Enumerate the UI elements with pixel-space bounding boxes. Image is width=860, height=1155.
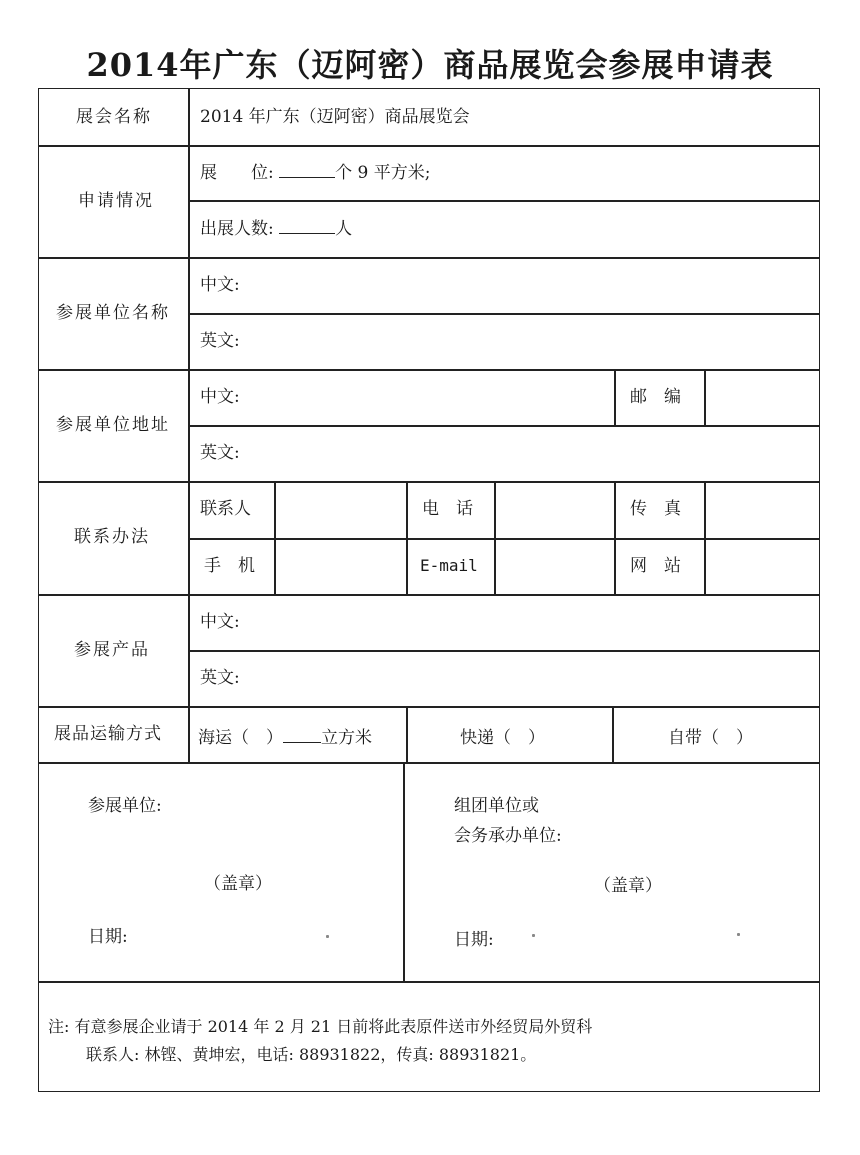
booth-count-field[interactable] xyxy=(200,165,431,182)
page-title: 2014年广东（迈阿密）商品展览会参展申请表 xyxy=(86,46,774,84)
sea-volume-blank[interactable] xyxy=(283,742,321,743)
fax-label: 传 真 xyxy=(630,499,681,519)
contact-person-label: 联系人 xyxy=(200,499,251,519)
exhibitor-date-label: 日期: xyxy=(88,927,128,947)
company-address-en-field[interactable]: 英文: xyxy=(200,443,240,463)
people-suffix: 人 xyxy=(335,219,353,239)
scan-speck xyxy=(737,933,740,936)
people-count-blank[interactable] xyxy=(279,233,335,234)
company-name-cn-field[interactable]: 中文: xyxy=(200,275,240,295)
exhibitor-seal-label: （盖章） xyxy=(204,874,272,894)
booth-count-blank[interactable] xyxy=(279,177,335,178)
sea-shipping-option[interactable] xyxy=(198,730,372,747)
email-label: E-mail xyxy=(420,556,478,575)
company-name-en-field[interactable]: 英文: xyxy=(200,331,240,351)
organizer-unit-line2: 会务承办单位: xyxy=(454,826,562,846)
products-cn-field[interactable]: 中文: xyxy=(200,612,240,632)
mobile-label: 手 机 xyxy=(204,556,255,576)
website-label: 网 站 xyxy=(630,556,681,576)
organizer-date-label: 日期: xyxy=(454,930,494,950)
application-form-table xyxy=(38,88,820,1092)
scan-speck xyxy=(326,935,329,938)
organizer-unit-line1: 组团单位或 xyxy=(454,796,539,816)
company-name-label: 参展单位名称 xyxy=(56,303,170,323)
phone-label: 电 话 xyxy=(422,499,473,519)
company-address-label: 参展单位地址 xyxy=(56,415,170,435)
note-line-2: 联系人: 林铿、黄坤宏，电话: 88931822，传真: 88931821。 xyxy=(86,1045,537,1064)
exhibition-name-label: 展会名称 xyxy=(76,107,152,127)
sea-prefix: 海运（ ） xyxy=(198,728,283,748)
scan-speck xyxy=(532,934,535,937)
company-address-cn-field[interactable]: 中文: xyxy=(200,387,240,407)
express-option[interactable]: 快递（ ） xyxy=(460,728,545,748)
contact-label: 联系办法 xyxy=(74,527,150,547)
application-label: 申请情况 xyxy=(78,191,154,211)
shipping-label: 展品运输方式 xyxy=(54,724,162,744)
products-en-field[interactable]: 英文: xyxy=(200,668,240,688)
people-count-field[interactable] xyxy=(200,221,352,238)
exhibitor-unit-label: 参展单位: xyxy=(88,796,162,816)
exhibition-name-value: 2014 年广东（迈阿密）商品展览会 xyxy=(200,107,470,127)
booth-suffix: 个 9 平方米; xyxy=(335,163,431,183)
note-line-1: 注: 有意参展企业请于 2014 年 2 月 21 日前将此表原件送市外经贸局外贸科 xyxy=(48,1017,593,1036)
postcode-label: 邮 编 xyxy=(630,387,681,407)
organizer-seal-label: （盖章） xyxy=(594,876,662,896)
products-label: 参展产品 xyxy=(74,640,150,660)
self-carry-option[interactable]: 自带（ ） xyxy=(668,728,753,748)
sea-suffix: 立方米 xyxy=(321,728,372,748)
booth-prefix: 展 位: xyxy=(200,163,274,183)
people-prefix: 出展人数: xyxy=(200,219,274,239)
